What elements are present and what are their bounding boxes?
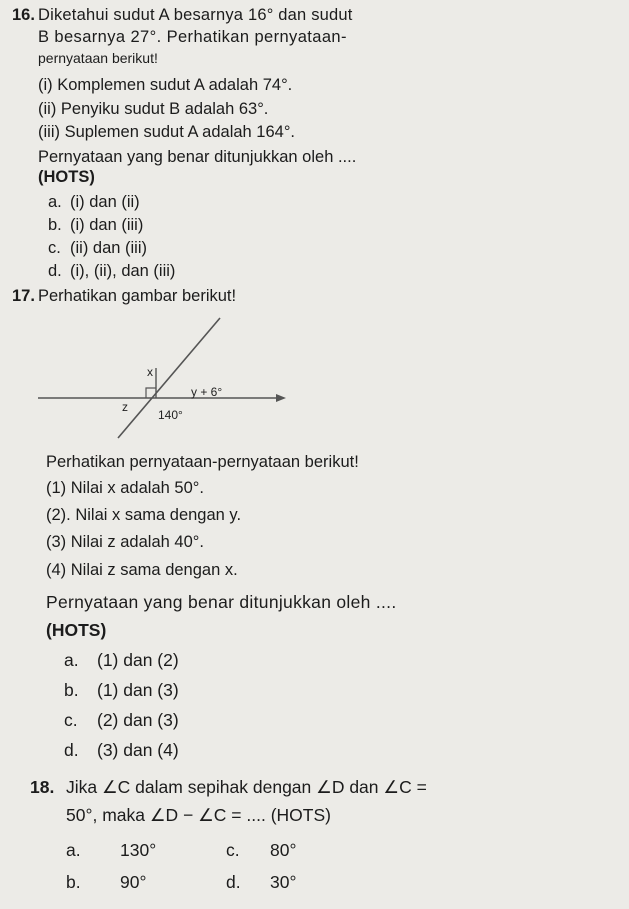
- question-prompt: Pernyataan yang benar ditunjukkan oleh ....: [38, 148, 357, 166]
- question-text: Jika ∠C dalam sepihak dengan ∠D dan ∠C =: [66, 777, 427, 797]
- statement: (ii) Penyiku sudut B adalah 63°.: [38, 100, 269, 118]
- label-y: y + 6°: [191, 385, 223, 399]
- question-prompt: Pernyataan yang benar ditunjukkan oleh ....: [46, 592, 397, 612]
- option-letter: b.: [66, 872, 81, 892]
- question-text: B besarnya 27°. Perhatikan pernyataan-: [38, 28, 347, 46]
- option-letter: c.: [226, 840, 240, 860]
- hots-label: (HOTS): [46, 620, 107, 640]
- option-text[interactable]: (1) dan (2): [97, 650, 179, 670]
- statement-intro: Perhatikan pernyataan-pernyataan berikut!: [46, 453, 359, 471]
- option-text[interactable]: 130°: [120, 840, 157, 860]
- option-text[interactable]: 80°: [270, 840, 297, 860]
- question-text: pernyataan berikut!: [38, 50, 158, 66]
- hots-label: (HOTS): [38, 168, 95, 186]
- question-text: Diketahui sudut A besarnya 16° dan sudut: [38, 6, 353, 24]
- option-text[interactable]: (i) dan (iii): [70, 216, 144, 234]
- arrow-head: [276, 394, 286, 402]
- question-number: 17.: [12, 287, 35, 305]
- label-z: z: [122, 400, 128, 414]
- option-text[interactable]: (2) dan (3): [97, 710, 179, 730]
- option-letter: b.: [48, 216, 62, 234]
- statement: (i) Komplemen sudut A adalah 74°.: [38, 76, 293, 94]
- option-text[interactable]: (i) dan (ii): [70, 193, 140, 211]
- statement: (4) Nilai z sama dengan x.: [46, 561, 238, 579]
- question-number: 16.: [12, 6, 35, 24]
- option-letter: c.: [64, 710, 78, 730]
- question-number: 18.: [30, 777, 55, 797]
- question-text: 50°, maka ∠D − ∠C = .... (HOTS): [66, 805, 331, 825]
- option-text[interactable]: (ii) dan (iii): [70, 239, 148, 257]
- option-text[interactable]: 30°: [270, 872, 297, 892]
- option-letter: d.: [226, 872, 241, 892]
- angle-figure: [30, 310, 300, 450]
- option-text[interactable]: (3) dan (4): [97, 740, 179, 760]
- option-letter: a.: [48, 193, 62, 211]
- statement: (3) Nilai z adalah 40°.: [46, 533, 204, 551]
- option-letter: b.: [64, 680, 79, 700]
- option-text[interactable]: (i), (ii), dan (iii): [70, 262, 176, 280]
- option-letter: d.: [48, 262, 62, 280]
- statement: (iii) Suplemen sudut A adalah 164°.: [38, 123, 296, 141]
- option-letter: c.: [48, 239, 61, 257]
- option-text[interactable]: 90°: [120, 872, 147, 892]
- statement: (2). Nilai x sama dengan y.: [46, 506, 242, 524]
- option-letter: d.: [64, 740, 79, 760]
- question-text: Perhatikan gambar berikut!: [38, 287, 237, 305]
- option-letter: a.: [64, 650, 79, 670]
- right-angle-mark: [146, 388, 156, 398]
- option-letter: a.: [66, 840, 81, 860]
- label-x: x: [147, 365, 153, 379]
- statement: (1) Nilai x adalah 50°.: [46, 479, 204, 497]
- option-text[interactable]: (1) dan (3): [97, 680, 179, 700]
- label-angle: 140°: [158, 408, 183, 422]
